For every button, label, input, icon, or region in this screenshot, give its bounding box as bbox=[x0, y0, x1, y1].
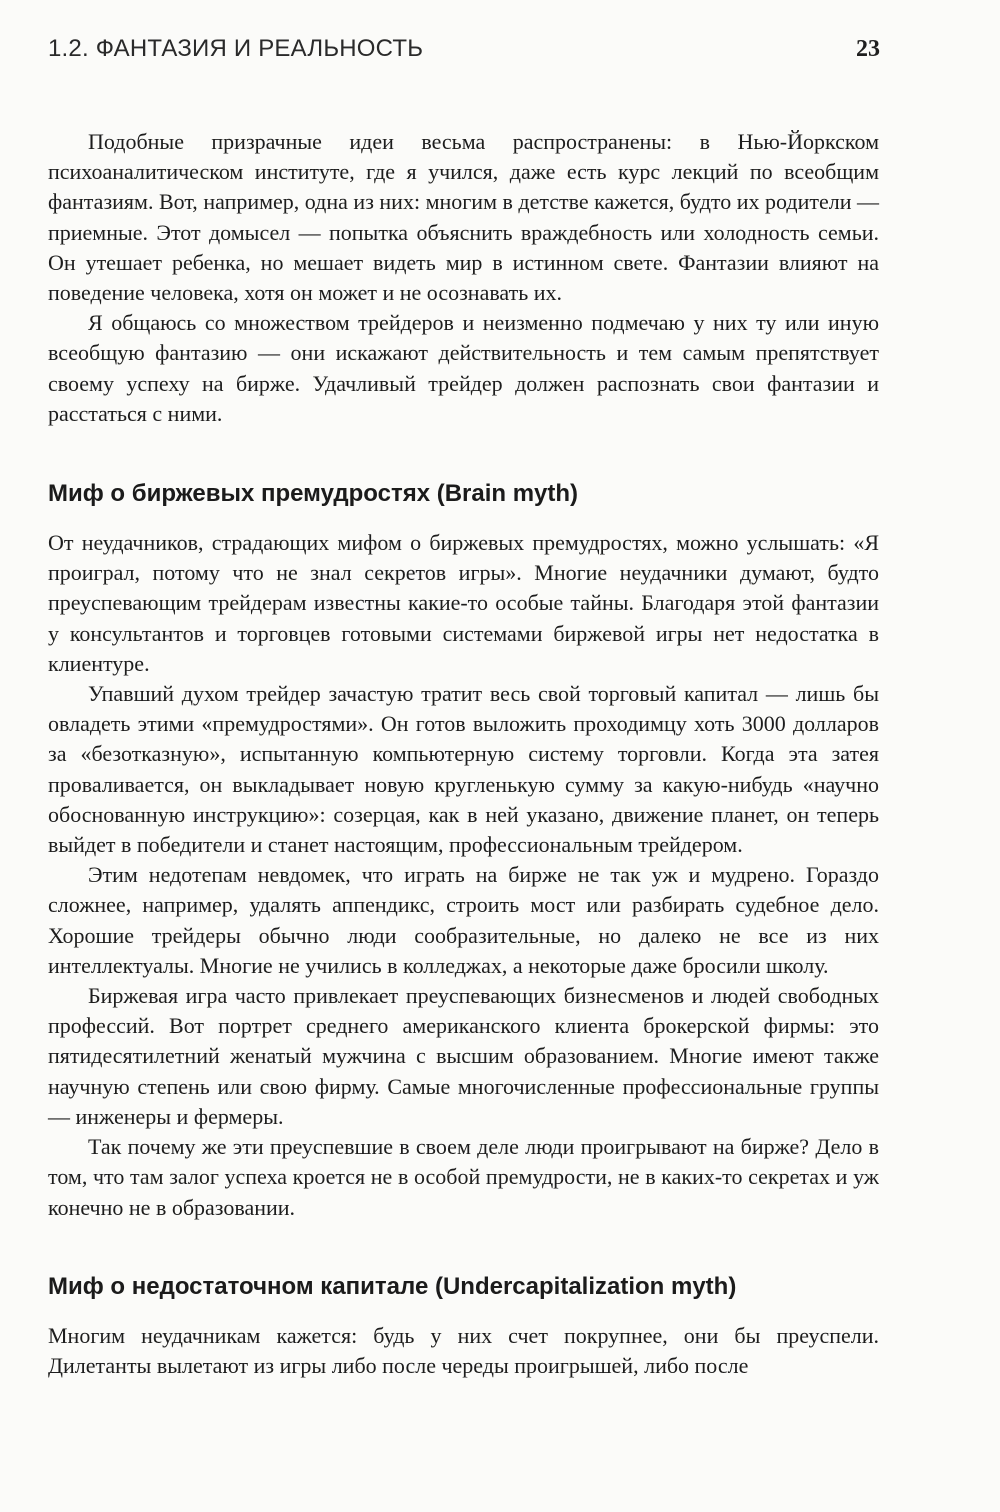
running-header bbox=[48, 32, 880, 72]
paragraph: Я общаюсь со множеством трейдеров и неизменно подмечаю у них ту или иную всеобщую фантазию — они искажают действительность и тем самым препятствует своему успеху на бирже. Удачливый трейдер должен распознать свои фантазии и расстаться с ними. bbox=[48, 310, 879, 426]
paragraph: Так почему же эти преуспевшие в своем деле люди проигрывают на бирже? Дело в том, что там залог успеха кроется не в особой премудрости, не в каких-то секретах и уж конечно не в образовании. bbox=[48, 1134, 879, 1220]
paragraph: Многим неудачникам кажется: будь у них счет покрупнее, они бы преуспели. Дилетанты вылетают из игры либо после череды проигрышей, либо после bbox=[48, 1322, 879, 1378]
page-content bbox=[48, 127, 879, 1381]
page-number: 23 bbox=[856, 36, 880, 62]
paragraph: Упавший духом трейдер зачастую тратит весь свой торговый капитал — лишь бы овладеть этими «премудростями». Он готов выложить проходимцу хоть 3000 долларов за «безотказную», испытанную компьютерную систему торговли. Когда эта затея проваливается, он выкладывает новую кругленькую сумму за какую-нибудь «научно обоснованную инструкцию»: созерцая, как в ней указано, движение планет, он теперь выйдет в победители и станет настоящим, профессиональным трейдером. bbox=[48, 681, 879, 858]
paragraph: Подобные призрачные идеи весьма распространены: в Нью-Йоркском психоаналитическом институте, где я учился, даже есть курс лекций по всеобщим фантазиям. Вот, например, одна из них: многим в детстве кажется, будто их родители — приемные. Этот домысел — попытка объяснить враждебность или холодность семьи. Он утешает ребенка, но мешает видеть мир в истинном свете. Фантазии влияют на поведение человека, хотя он может и не осознавать их. bbox=[48, 129, 879, 306]
chapter-title: 1.2. ФАНТАЗИЯ И РЕАЛЬНОСТЬ bbox=[48, 35, 424, 62]
section-heading-brain-myth: Миф о биржевых премудростях (Brain myth) bbox=[48, 480, 579, 508]
paragraph: Биржевая игра часто привлекает преуспевающих бизнесменов и людей свободных профессий. Вот портрет среднего американского клиента брокерской фирмы: это пятидесятилетний женатый мужчина с высшим образованием. Многие имеют также научную степень или свою фирму. Самые многочисленные профессиональные группы — инженеры и фермеры. bbox=[48, 983, 879, 1129]
paragraph: Этим недотепам невдомек, что играть на бирже не так уж и мудрено. Гораздо сложнее, например, удалять аппендикс, строить мост или разбирать судебное дело. Хорошие трейдеры обычно люди сообразительные, но далеко не все из них интеллектуалы. Многие не учились в колледжах, а некоторые даже бросили школу. bbox=[48, 862, 879, 978]
section-heading-undercapitalization-myth: Миф о недостаточном капитале (Undercapitalization myth) bbox=[48, 1272, 737, 1300]
paragraph: От неудачников, страдающих мифом о биржевых премудростях, можно услышать: «Я проиграл, потому что не знал секретов игры». Многие неудачники думают, будто преуспевающим трейдерам известны какие-то особые тайны. Благодаря этой фантазии у консультантов и торговцев готовыми системами биржевой игры нет недостатка в клиентуре. bbox=[48, 530, 879, 676]
